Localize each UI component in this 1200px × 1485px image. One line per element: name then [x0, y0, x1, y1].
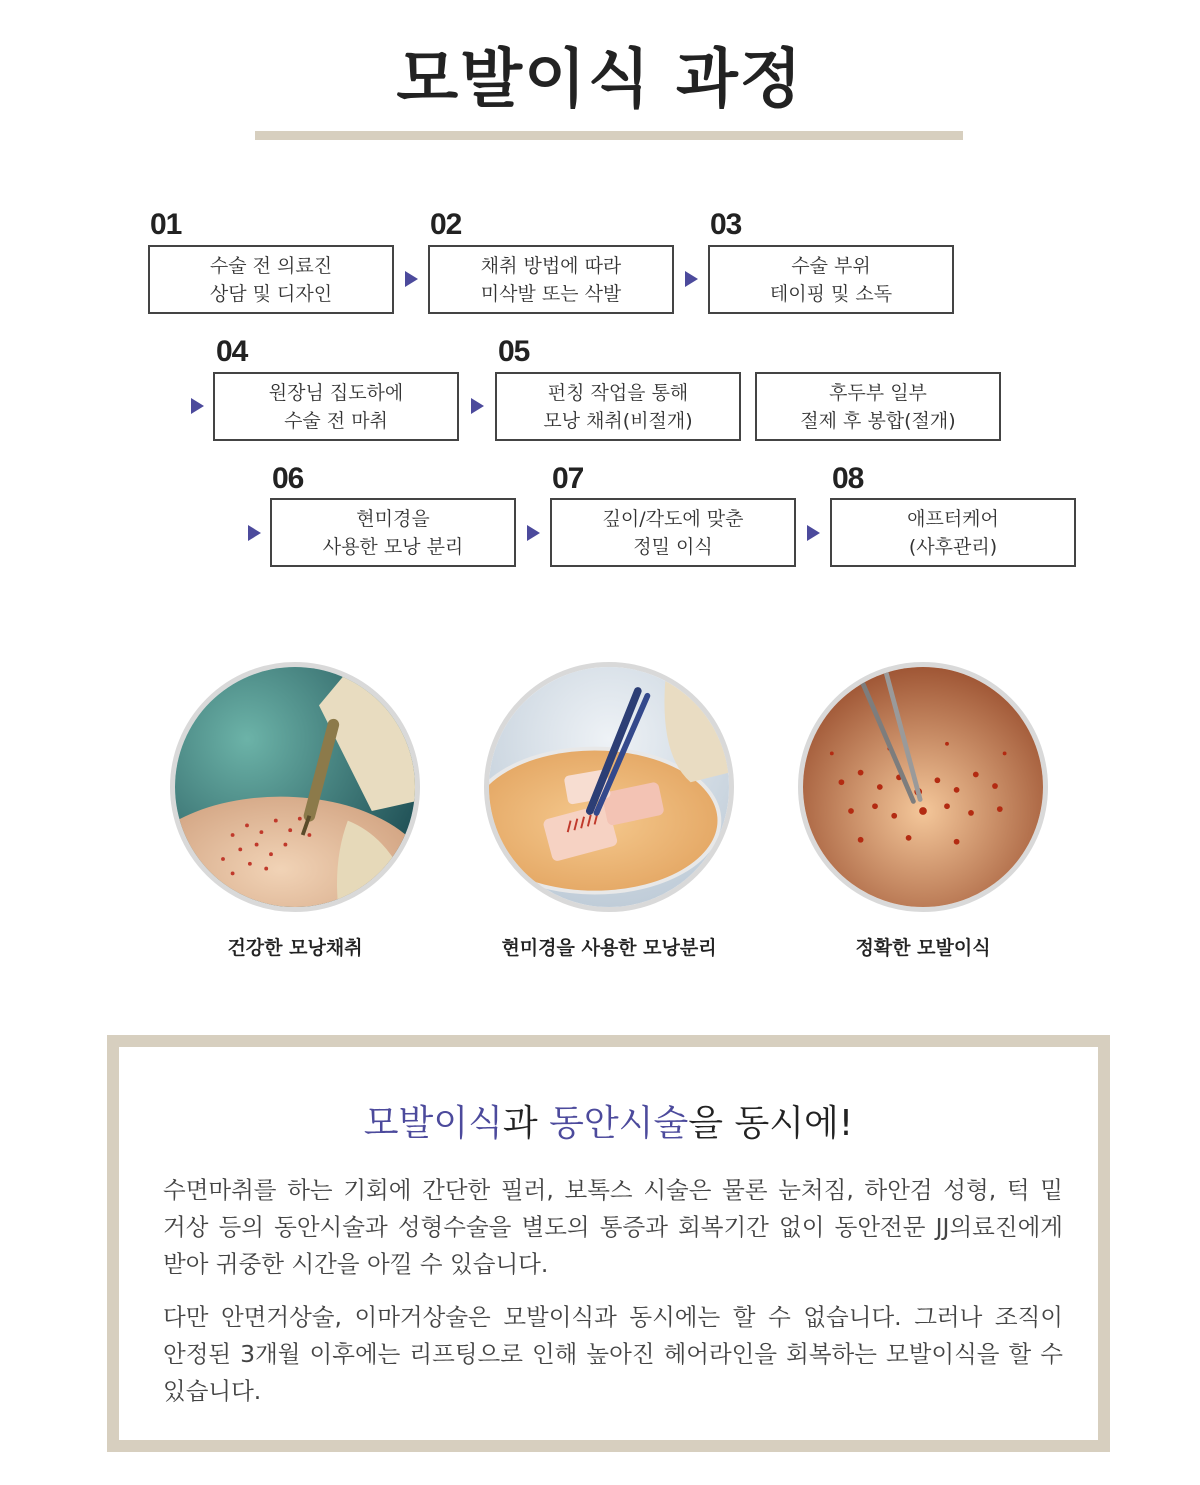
step-line: 미삭발 또는 삭발	[480, 282, 622, 305]
step-box-08	[830, 498, 1076, 567]
step-number-08: 08	[832, 462, 864, 495]
step-line: 수술 전 마취	[284, 409, 388, 432]
step-line: (사후관리)	[908, 535, 998, 558]
step-line: 절제 후 봉합(절개)	[800, 409, 956, 432]
step-line: 채취 방법에 따라	[480, 254, 622, 277]
step-line: 모낭 채취(비절개)	[543, 409, 693, 432]
step-box-03	[708, 245, 954, 314]
step-line: 수술 전 의료진	[209, 254, 333, 277]
arrow-right-icon	[807, 525, 820, 541]
step-box-05b	[755, 372, 1001, 441]
info-title-highlight: 동안시술	[549, 1103, 689, 1144]
step-box-02	[428, 245, 674, 314]
photo-caption: 정확한 모발이식	[855, 937, 991, 959]
arrow-right-icon	[685, 271, 698, 287]
graft-harvest-photo	[170, 662, 420, 912]
step-number-03: 03	[710, 208, 742, 241]
step-number-05: 05	[498, 335, 530, 368]
step-line: 후두부 일부	[829, 381, 927, 404]
info-paragraph: 수면마취를 하는 기회에 간단한 필러, 보톡스 시술은 물론 눈처짐, 하안검 성형, 턱 밑 거상 등의 동안시술과 성형수술을 별도의 통증과 회복기간 없이 동안전문 JJ의료진에게 받아 귀중한 시간을 아낄 수 있습니다.	[163, 1176, 1063, 1278]
title-underline	[255, 131, 963, 140]
step-line: 테이핑 및 소독	[769, 282, 893, 305]
hair-implant-photo	[798, 662, 1048, 912]
info-title-text: 을 동시에!	[688, 1103, 854, 1144]
step-number-02: 02	[430, 208, 462, 241]
arrow-right-icon	[527, 525, 540, 541]
info-paragraph: 다만 안면거상술, 이마거상술은 모발이식과 동시에는 할 수 없습니다. 그러나 조직이 안정된 3개월 이후에는 리프팅으로 인해 높아진 헤어라인을 회복하는 모발이식을 할 수 있습니다.	[163, 1303, 1063, 1405]
step-line: 사용한 모낭 분리	[322, 535, 464, 558]
step-line: 상담 및 디자인	[209, 282, 333, 305]
arrow-right-icon	[405, 271, 418, 287]
photo-caption: 건강한 모낭채취	[227, 937, 363, 959]
step-box-06	[270, 498, 516, 567]
step-line: 깊이/각도에 맞춘	[602, 507, 744, 530]
info-title-highlight: 모발이식	[363, 1103, 503, 1144]
info-title	[119, 1095, 1098, 1146]
arrow-right-icon	[191, 398, 204, 414]
step-box-05	[495, 372, 741, 441]
photo-caption: 현미경을 사용한 모낭분리	[501, 937, 717, 959]
arrow-right-icon	[248, 525, 261, 541]
step-number-04: 04	[216, 335, 248, 368]
step-box-07	[550, 498, 796, 567]
step-number-06: 06	[272, 462, 304, 495]
step-box-01	[148, 245, 394, 314]
arrow-right-icon	[471, 398, 484, 414]
step-box-04	[213, 372, 459, 441]
step-line: 현미경을	[356, 507, 430, 530]
info-box	[107, 1035, 1110, 1452]
step-number-01: 01	[150, 208, 182, 241]
step-line: 애프터케어	[907, 507, 999, 530]
step-line: 정밀 이식	[633, 535, 713, 558]
step-line: 원장님 집도하에	[268, 381, 404, 404]
step-line: 펀칭 작업을 통해	[547, 381, 689, 404]
step-number-07: 07	[552, 462, 584, 495]
follicle-separation-photo	[484, 662, 734, 912]
step-line: 수술 부위	[791, 254, 871, 277]
info-title-text: 과	[502, 1103, 550, 1144]
page-title: 모발이식 과정	[396, 43, 804, 117]
